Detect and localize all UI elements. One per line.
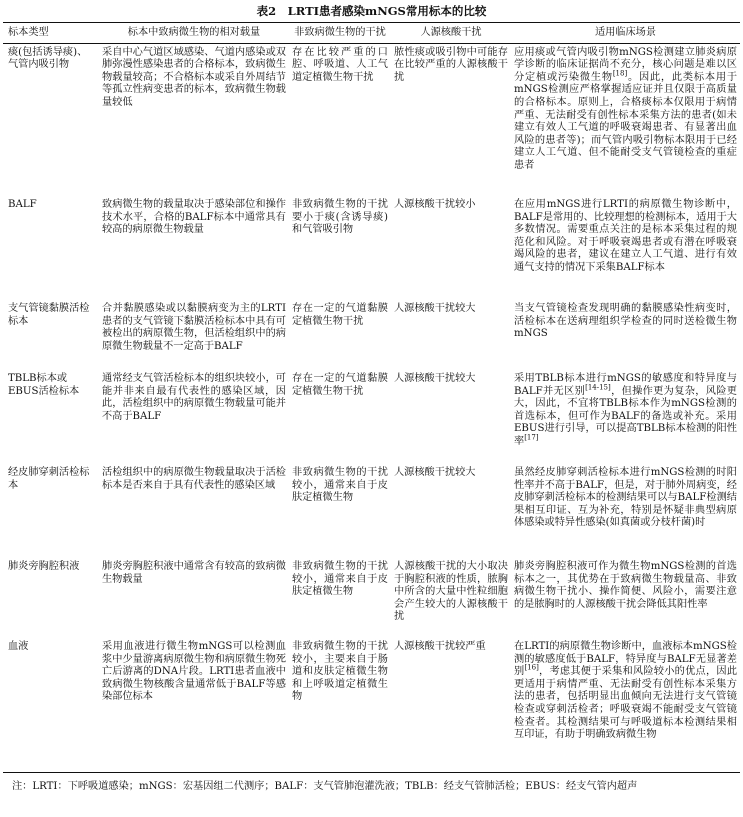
cell-pathogen-load: 合并黏膜感染或以黏膜病变为主的LRTI患者的支气管镜下黏膜活检标本中具有可被检出的病原微生物，但活检组织中的病原微生物载量不一定高于BALF xyxy=(102,303,286,352)
header-nonpathogen-interference: 非致病微生物的干扰 xyxy=(294,27,386,38)
cell-pathogen-load: 肺炎旁胸腔积液中通常含有较高的致病微生物载量 xyxy=(102,561,286,585)
table-caption: 表2 LRTI患者感染mNGS常用标本的比较 xyxy=(256,4,487,18)
cell-specimen-type: 经皮肺穿刺活检标本 xyxy=(8,467,90,491)
cell-pathogen-load: 活检组织中的病原微生物载量取决于活检标本是否来自于具有代表性的感染区域 xyxy=(102,467,286,491)
cell-human-interference: 人源核酸干扰较大 xyxy=(394,467,476,479)
citation: [14-15] xyxy=(585,383,611,392)
cell-human-interference: 人源核酸干扰较大 xyxy=(394,303,476,315)
cell-nonpathogen-interference: 非致病微生物的干扰较小，主要来自于肠道和皮肤定植微生物和上呼吸道定植微生物 xyxy=(292,641,388,703)
citation: [18] xyxy=(612,69,628,78)
cell-pathogen-load: 通常经支气管活检标本的组织块较小，可能并非来自最有代表性的感染区域，因此，活检组织中的病原微生物载量可能并不高于BALF xyxy=(102,373,286,422)
cell-nonpathogen-interference: 存在比较严重的口腔、呼吸道、人工气道定植微生物干扰 xyxy=(292,46,388,83)
cell-nonpathogen-interference: 存在一定的气道黏膜定植微生物干扰 xyxy=(292,303,388,327)
cell-clinical-scenario: 肺炎旁胸腔积液可作为微生物mNGS检测的首选标本之一，其优势在于致病微生物载量高、非致病微生物干扰小、操作简便、风险小，需要注意的是脓胸时的人源核酸干扰会降低其阳性率 xyxy=(514,561,737,610)
cell-clinical-scenario: 应用痰或气管内吸引物mNGS检测建立肺炎病原学诊断的临床证据尚不充分，核心问题是难以区分定植或污染微生物[18]。因此，此类标本用于mNGS检测应严格掌握适应证并且仅限于高质量的合格标本。原则上，合格痰标本仅限用于病情严重、无法耐受有创性标本采集方法的患者(如未建立有效人工气道的呼吸衰竭患者、有显著出血风险的患者等)；而气管内吸引物标本限用于已经建立人工气道、但不能耐受支气管镜检查的重症患者 xyxy=(514,46,738,171)
cell-nonpathogen-interference: 存在一定的气道黏膜定植微生物干扰 xyxy=(292,373,388,397)
cell-specimen-type: BALF xyxy=(8,199,37,211)
cell-clinical-scenario: 当支气管镜检查发现明确的黏膜感染性病变时，活检标本在送病理组织学检查的同时送检微生物mNGS xyxy=(514,303,737,340)
cell-pathogen-load: 致病微生物的载量取决于感染部位和操作技术水平，合格的BALF标本中通常具有较高的病原微生物载量 xyxy=(102,199,286,236)
cell-nonpathogen-interference: 非致病微生物的干扰较小，通常来自于皮肤定植微生物 xyxy=(292,467,388,504)
cell-human-interference: 脓性痰或吸引物中可能存在比较严重的人源核酸干扰 xyxy=(394,46,508,83)
cell-clinical-scenario: 虽然经皮肺穿刺活检标本进行mNGS检测的时阳性率并不高于BALF，但是，对于肺外周病变，经皮肺穿刺活检标本的检测结果可以与BALF检测结果相互印证、互为补充，特别是怀疑非典型病原体感染或特异性感染(如真菌或分枝杆菌)时 xyxy=(514,467,737,529)
cell-nonpathogen-interference: 非致病微生物的干扰较小，通常来自于皮肤定植微生物 xyxy=(292,561,388,598)
cell-pathogen-load: 采用血液进行微生物mNGS可以检测血浆中少量游离病原微生物和病原微生物死亡后游离的DNA片段。LRTI患者血液中致病微生物核酸含量通常低于BALF等感染部位标本 xyxy=(102,641,286,703)
table-row xyxy=(3,558,740,638)
header-pathogen-load: 标本中致病微生物的相对载量 xyxy=(127,27,261,38)
table-row xyxy=(3,464,740,558)
table-row xyxy=(3,196,740,300)
cell-clinical-scenario: 在应用mNGS进行LRTI的病原微生物诊断中，BALF是常用的、比较理想的检测标本，适用于大多数情况。需要重点关注的是标本采集过程的规范化和风险。对于呼吸衰竭患者或有潜在呼吸衰竭风险的患者，建议在建立人工气道、进行有效通气支持的情况下采集BALF标本 xyxy=(514,199,737,274)
header-clinical-scenario: 适用临床场景 xyxy=(594,27,657,38)
cell-human-interference: 人源核酸干扰较大 xyxy=(394,373,476,385)
header-specimen-type: 标本类型 xyxy=(8,27,49,38)
table-row xyxy=(3,300,740,370)
cell-specimen-type: 血液 xyxy=(8,641,29,653)
cell-clinical-scenario: 在LRTI的病原微生物诊断中，血液标本mNGS检测的敏感度低于BALF，特异度与BALF无显著差别[16]，考虑其便于采集和风险较小的优点，因此更适用于病情严重、无法耐受有创性标本采集方法的患者，包括明显出血倾向无法进行支气管镜检查或穿刺活检者；呼吸衰竭不能耐受支气管镜检查者。其检测结果可与呼吸道标本检测结果相互印证，有助于明确致病微生物 xyxy=(514,641,738,741)
citation: [17] xyxy=(524,433,539,442)
header-human-nucleic-interference: 人源核酸干扰 xyxy=(420,27,482,38)
cell-nonpathogen-interference: 非致病微生物的干扰要小于痰(含诱导痰)和气管吸引物 xyxy=(292,199,388,236)
cell-human-interference: 人源核酸干扰的大小取决于胸腔积液的性质，脓胸中所含的大量中性粒细胞会产生较大的人源核酸干扰 xyxy=(394,561,508,623)
cell-clinical-scenario: 采用TBLB标本进行mNGS的敏感度和特异度与BALF并无区别[14-15]，但操作更为复杂，风险更大，因此，不宜将TBLB标本作为mNGS检测的首选标本，但可作为BALF的备选或补充。采用EBUS进行引导，可以提高TBLB标本检测的阳性率[17] xyxy=(514,373,737,448)
citation: [16] xyxy=(524,663,539,672)
table-row xyxy=(3,43,740,196)
cell-specimen-type: 痰(包括诱导痰)、气管内吸引物 xyxy=(8,46,88,71)
cell-specimen-type: 支气管镜黏膜活检标本 xyxy=(8,303,90,327)
table-header-row xyxy=(3,23,740,44)
cell-human-interference: 人源核酸干扰较小 xyxy=(394,199,476,211)
cell-specimen-type: TBLB标本或EBUS活检标本 xyxy=(8,373,80,397)
cell-human-interference: 人源核酸干扰较严重 xyxy=(394,641,486,653)
table-row xyxy=(3,370,740,464)
cell-pathogen-load: 采自中心气道区域感染、气道内感染或双肺弥漫性感染患者的合格标本，致病微生物载量较高；不合格标本或采自外周结节等孤立性病变患者的标本，致病微生物载量较低 xyxy=(102,46,286,108)
specimen-comparison-table xyxy=(3,22,740,773)
table-row xyxy=(3,638,740,772)
cell-specimen-type: 肺炎旁胸腔积液 xyxy=(8,561,80,573)
table-footnote: 注：LRTI：下呼吸道感染；mNGS：宏基因组二代测序；BALF：支气管肺泡灌洗液；TBLB：经支气管肺活检；EBUS：经支气管内超声 xyxy=(12,780,638,792)
